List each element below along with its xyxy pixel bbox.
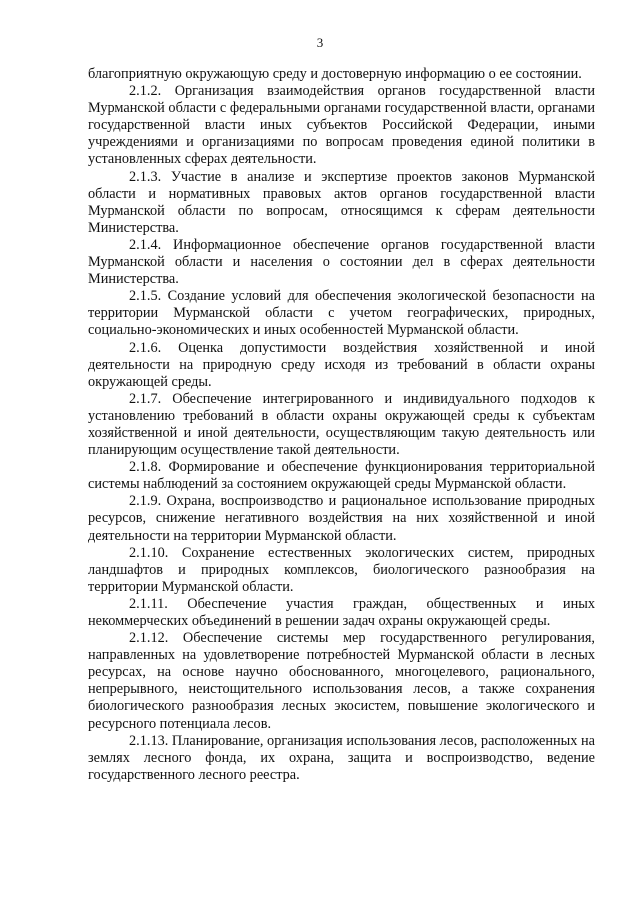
paragraph-2-1-13: 2.1.13. Планирование, организация использования лесов, расположенных на землях лесного фонда, их охрана, защита и воспроизводство, ведение государственного лесного реестра. [88, 732, 595, 783]
paragraph-2-1-2: 2.1.2. Организация взаимодействия органов государственной власти Мурманской области с федеральными органами государственной власти, органами государственной власти иных субъектов Российской Федерации, иными учреждениями и организациями по вопросам проведения единой политики в установленных сферах деятельности. [88, 83, 595, 168]
paragraph-2-1-7: 2.1.7. Обеспечение интегрированного и индивидуального подходов к установлению требований в области охраны окружающей среды к субъектам хозяйственной и иной деятельности, осуществляющим такую деятельность или планирующим осуществление такой деятельности. [88, 390, 595, 459]
paragraph-2-1-11: 2.1.11. Обеспечение участия граждан, общественных и иных некоммерческих объединений в решении задач охраны окружающей среды. [88, 595, 595, 629]
paragraph-2-1-6: 2.1.6. Оценка допустимости воздействия хозяйственной и иной деятельности на природную среду исходя из требований в области охраны окружающей среды. [88, 339, 595, 390]
paragraph-2-1-4: 2.1.4. Информационное обеспечение органов государственной власти Мурманской области и населения о состоянии дел в сферах деятельности Министерства. [88, 236, 595, 288]
document-body [88, 66, 595, 784]
paragraph-2-1-5: 2.1.5. Создание условий для обеспечения экологической безопасности на территории Мурманской области с учетом географических, природных, социально-экономических и иных особенностей Мурманской области. [88, 288, 595, 339]
paragraph-2-1-9: 2.1.9. Охрана, воспроизводство и рациональное использование природных ресурсов, снижение негативного воздействия на них хозяйственной и иной деятельности на территории Мурманской области. [88, 493, 595, 544]
page-number: 3 [316, 35, 324, 50]
paragraph-2-1-10: 2.1.10. Сохранение естественных экологических систем, природных ландшафтов и природных комплексов, биологического разнообразия на территории Мурманской области. [88, 544, 595, 595]
paragraph-2-1-3: 2.1.3. Участие в анализе и экспертизе проектов законов Мурманской области и нормативных правовых актов органов государственной власти Мурманской области по вопросам, относящимся к сферам деятельности Министерства. [88, 168, 595, 236]
paragraph-2-1-12: 2.1.12. Обеспечение системы мер государственного регулирования, направленных на удовлетворение потребностей Мурманской области в лесных ресурсах, на основе научно обоснованного, многоцелевого, рационального, непрерывного, неистощительного использования лесов, а также сохранения биологического разнообразия лесных экосистем, повышение экологического и ресурсного потенциала лесов. [88, 630, 595, 732]
paragraph-continuation: благоприятную окружающую среду и достоверную информацию о ее состоянии. [88, 66, 582, 82]
paragraph-2-1-8: 2.1.8. Формирование и обеспечение функционирования территориальной системы наблюдений за состоянием окружающей среды Мурманской области. [88, 459, 595, 493]
